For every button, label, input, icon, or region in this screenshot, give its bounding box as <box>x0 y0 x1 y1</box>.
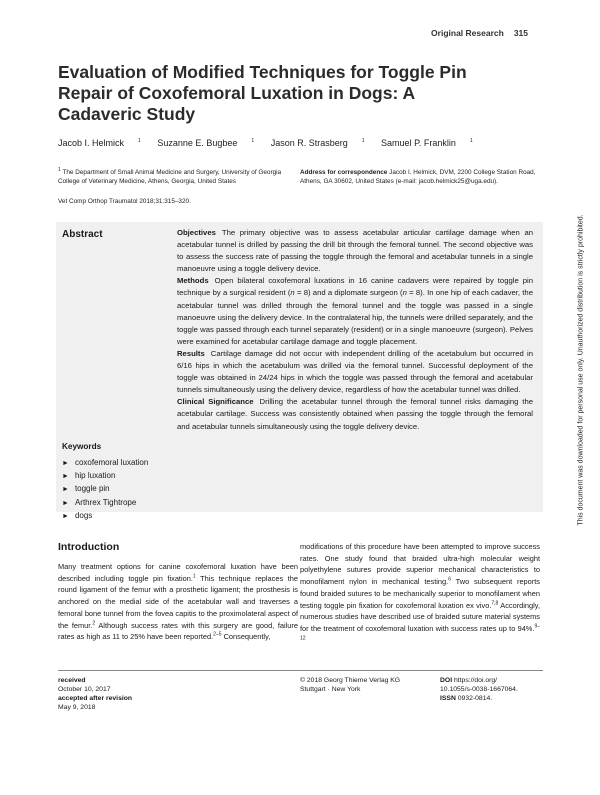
arrow-icon: ► <box>62 512 69 520</box>
running-header <box>431 28 528 38</box>
keywords-list <box>62 457 148 523</box>
intro-left-column: Many treatment options for canine coxofemoral luxation have been described including toggle pin fixation.$^1$ This technique replaces the round ligament of the femur with a prosthetic ligament; the prosthesis is anchored on the medial side of the acetabular wall and traverses a femoral bone tunnel from the fovea capitis to the proximolateral aspect of the femur.$^2$ Although success rates with this surgery are good, failure rates as high as 11 to 25% have been reported.$^{2-5}$ Consequently, <box>58 562 298 642</box>
introduction-heading: Introduction <box>58 541 120 553</box>
page-number: 315 <box>513 28 528 38</box>
arrow-icon: ► <box>62 499 69 507</box>
author[interactable]: Samuel P. Franklin $^1$ <box>381 138 473 148</box>
arrow-icon: ► <box>62 460 69 467</box>
author[interactable]: Jacob I. Helmick $^1$ <box>58 138 141 148</box>
reference-link[interactable]: 1 <box>192 573 196 580</box>
keywords-heading: Keywords <box>62 442 102 451</box>
reference-link[interactable]: 2–5 <box>213 631 222 638</box>
article-title: Evaluation of Modified Techniques for Toggle Pin Repair of Coxofemoral Luxation in Dogs: A Cadaveric Study <box>58 62 467 124</box>
dates-block: received October 10, 2017 accepted after revision May 9, 2018 <box>58 677 133 711</box>
arrow-icon: ► <box>62 486 69 494</box>
download-notice: This document was downloaded for personal use only. Unauthorized distribution is strictly prohibited. <box>577 214 585 526</box>
abstract-clinical: Clinical Significance Drilling the acetabular tunnel through the femoral tunnel risks damaging the acetabular cartilage. Success was consistently obtained when passing the toggle through the femoral and acetabular tunnels simultaneously using the toggle delivery device. <box>177 397 533 431</box>
reference-link[interactable]: 7,8 <box>491 600 499 607</box>
keyword-item: ► toggle pin <box>62 484 110 494</box>
keyword-item: ► hip luxation <box>62 471 116 481</box>
abstract-heading: Abstract <box>62 229 103 240</box>
author[interactable]: Jason R. Strasberg $^1$ <box>270 138 365 148</box>
abstract-body <box>177 227 533 433</box>
author[interactable]: Suzanne E. Bugbee $^1$ <box>157 138 255 148</box>
doi-link[interactable]: 10.1055/s-0038-1667064. <box>440 686 518 693</box>
section-label: Original Research <box>431 28 504 38</box>
doi-link[interactable]: https://doi.org/ <box>453 677 498 684</box>
citation: Vet Comp Orthop Traumatol 2018;31:315–320. <box>58 198 191 205</box>
arrow-icon: ► <box>62 473 69 481</box>
abstract-objectives: Objectives The primary objective was to assess acetabular articular cartilage damage when an acetabular tunnel is drilled by passing the drill bit through the femoral tunnel. The second objective was to assess the success rate of passing the toggle through the femoral and acetabular tunnels in a single manoeuvre using a toggle delivery device. <box>177 228 533 274</box>
correspondence: Address for correspondence Jacob I. Helmick, DVM, 2200 College Station Road, Athens, GA 30602, United States (e-mail: jacob.helmick25@uga.edu). <box>300 169 536 185</box>
reference-link[interactable]: 2 <box>92 620 96 627</box>
keyword-item: ► dogs <box>62 510 93 520</box>
keyword-item: ► coxofemoral luxation <box>62 458 149 467</box>
author-list <box>58 138 487 148</box>
abstract-methods: Methods Open bilateral coxofemoral luxations in 16 canine cadavers were repaired by toggle pin technique by a surgical resident (n = 8) and a diplomate surgeon (n = 8). In one hip of each cadaver, the acetabular tunnel was drilled through the femoral tunnel and the toggle was passed in a single manoeuvre using the delivery device. In the contralateral hip, the tunnels were drilled separately, and the toggle was passed through each tunnel separately (resident) or in a single manoeuvre (surgeon). Pelves were examined for acetabular cartilage damage and toggle placement. <box>177 276 533 346</box>
intro-right-column: modifications of this procedure have been attempted to improve success rates. One study found that braided ultra-high molecular weight polyethylene sutures provide superior mechanical characteristics to monofilament nylon in mechanical testing.$^6$ Two subsequent reports found braided sutures to be mechanically superior to monofilament when testing toggle pin fixation for coxofemoral luxation ex vivo.$^{7,8}$ Accordingly, numerous studies have described use of braided suture material systems for the treatment of coxofemoral luxation with success rates up to 94%.$^{9-12}$ <box>300 542 540 642</box>
reference-link[interactable]: 9–12 <box>300 623 540 642</box>
doi-block: DOI https://doi.org/ 10.1055/s-0038-1667064. ISSN 0932-0814. <box>440 677 518 702</box>
reference-link[interactable]: 6 <box>448 576 451 583</box>
footer-divider <box>58 670 543 671</box>
abstract-results: Results Cartilage damage did not occur with independent drilling of the acetabulum but occurred in 6/16 hips in which the acetabulum was drilled via the femoral tunnel. Successful deployment of the toggle was obtained in 24/24 hips in which the toggle was passed through the femoral and acetabular tunnels simultaneously using the delivery device, regardless of how the acetabular tunnel was drilled. <box>177 348 533 395</box>
keyword-item: ► Arthrex Tightrope <box>62 497 137 507</box>
side-notice-area <box>574 70 588 670</box>
affiliation: $^1$ The Department of Small Animal Medicine and Surgery, University of Georgia College of Veterinary Medicine, Athens, Georgia, United States <box>58 166 282 185</box>
copyright-block: © 2018 Georg Thieme Verlag KG Stuttgart · New York <box>300 677 401 693</box>
